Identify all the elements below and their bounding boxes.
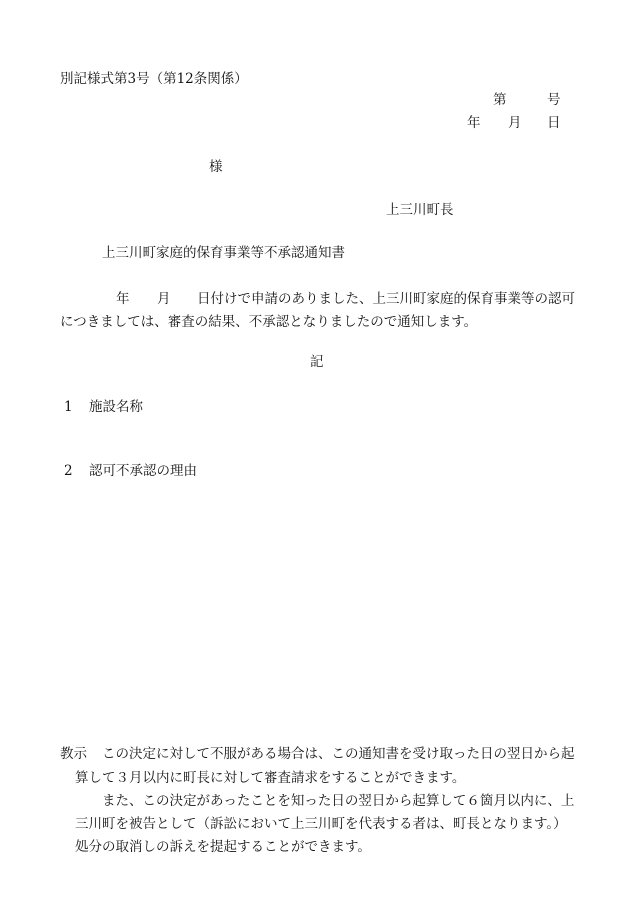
sender-name: 上三川町長 [386,202,454,218]
notice-line-3: また、この決定があったことを知った日の翌日から起算して６箇月以内に、上 [102,793,575,809]
date-day: 日 [547,115,561,131]
body-line-2: につきましては、審査の結果、不承認となりましたので通知します。 [60,314,478,330]
body-year: 年 [116,291,130,307]
addressee-honorific: 様 [209,159,223,175]
item-1-label: 施設名称 [89,399,143,415]
notice-line-4: 三川町を被告として（訴訟において上三川町を代表する者は、町長となります。） [75,816,567,832]
body-month: 月 [157,291,171,307]
document-number-suffix: 号 [547,92,561,108]
notice-line-1: この決定に対して不服がある場合は、この通知書を受け取った日の翌日から起 [102,746,575,762]
item-2-label: 認可不承認の理由 [89,463,197,479]
document-title: 上三川町家庭的保育事業等不承認通知書 [102,245,345,261]
notice-line-2: 算して３月以内に町長に対して審査請求をすることができます。 [75,770,466,786]
item-2-number: 2 [64,463,73,479]
notice-label: 教示 [60,746,87,762]
date-year: 年 [467,115,481,131]
item-1-number: 1 [64,399,73,415]
form-label: 別記様式第3号（第12条関係） [60,71,248,87]
notice-line-5: 処分の取消しの訴えを提起することができます。 [75,839,371,855]
document-number-prefix: 第 [493,92,507,108]
ki-heading: 記 [310,354,324,370]
date-month: 月 [508,115,522,131]
body-line-1: 日付けで申請のありました、上三川町家庭的保育事業等の認可 [197,291,575,307]
